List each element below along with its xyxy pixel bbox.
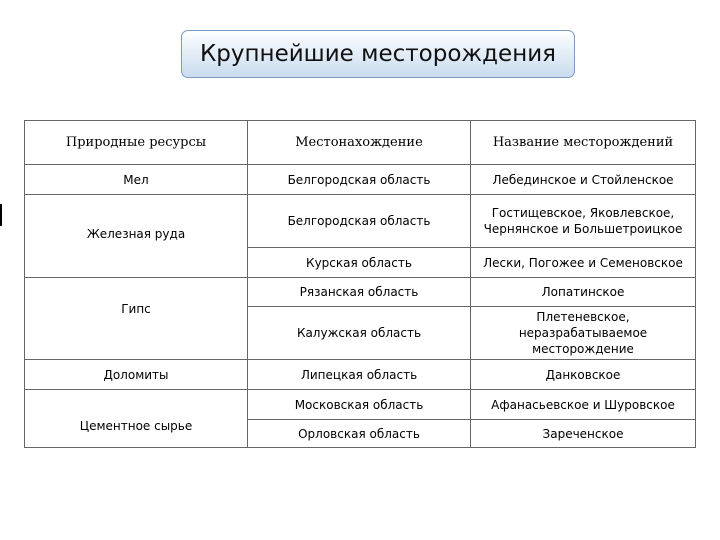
- table-row: [25, 390, 696, 420]
- resource-cell: [25, 390, 248, 448]
- table-header-row: [25, 121, 696, 165]
- deposits-cell: Данковское: [471, 360, 696, 390]
- table-row: [25, 165, 696, 195]
- resource-cell: Доломиты: [25, 360, 248, 390]
- resource-label: Железная руда: [86, 227, 186, 241]
- header-location: Местонахождение: [248, 121, 471, 165]
- resource-label: Цементное сырье: [79, 418, 193, 433]
- location-cell: Липецкая область: [248, 360, 471, 390]
- location-cell: Орловская область: [248, 420, 471, 448]
- location-cell: Белгородская область: [248, 195, 471, 248]
- table-row: [25, 278, 696, 307]
- location-cell: Рязанская область: [248, 278, 471, 307]
- location-cell: Московская область: [248, 390, 471, 420]
- resource-cell: [25, 195, 248, 278]
- table-row: [25, 360, 696, 390]
- deposits-cell: Зареченское: [471, 420, 696, 448]
- deposits-cell: Гостищевское, Яковлевское, Чернянское и Большетроицкое: [471, 195, 696, 248]
- resource-cell: [25, 278, 248, 360]
- deposits-cell: Лебединское и Стойленское: [471, 165, 696, 195]
- table-row: [25, 195, 696, 248]
- resource-label: Гипс: [121, 301, 151, 316]
- header-resources: Природные ресурсы: [25, 121, 248, 165]
- deposits-cell: Афанасьевское и Шуровское: [471, 390, 696, 420]
- deposits-cell: Плетеневское, неразрабатываемое месторождение: [471, 307, 696, 360]
- location-cell: Белгородская область: [248, 165, 471, 195]
- page-title: Крупнейшие месторождения: [181, 30, 575, 78]
- location-cell: Калужская область: [248, 307, 471, 360]
- header-deposits: Название месторождений: [471, 121, 696, 165]
- deposits-cell: Лески, Погожее и Семеновское: [471, 248, 696, 278]
- left-edge-mark: [0, 204, 2, 226]
- resource-cell: Мел: [25, 165, 248, 195]
- deposits-cell: Лопатинское: [471, 278, 696, 307]
- location-cell: Курская область: [248, 248, 471, 278]
- deposits-table: [24, 120, 696, 448]
